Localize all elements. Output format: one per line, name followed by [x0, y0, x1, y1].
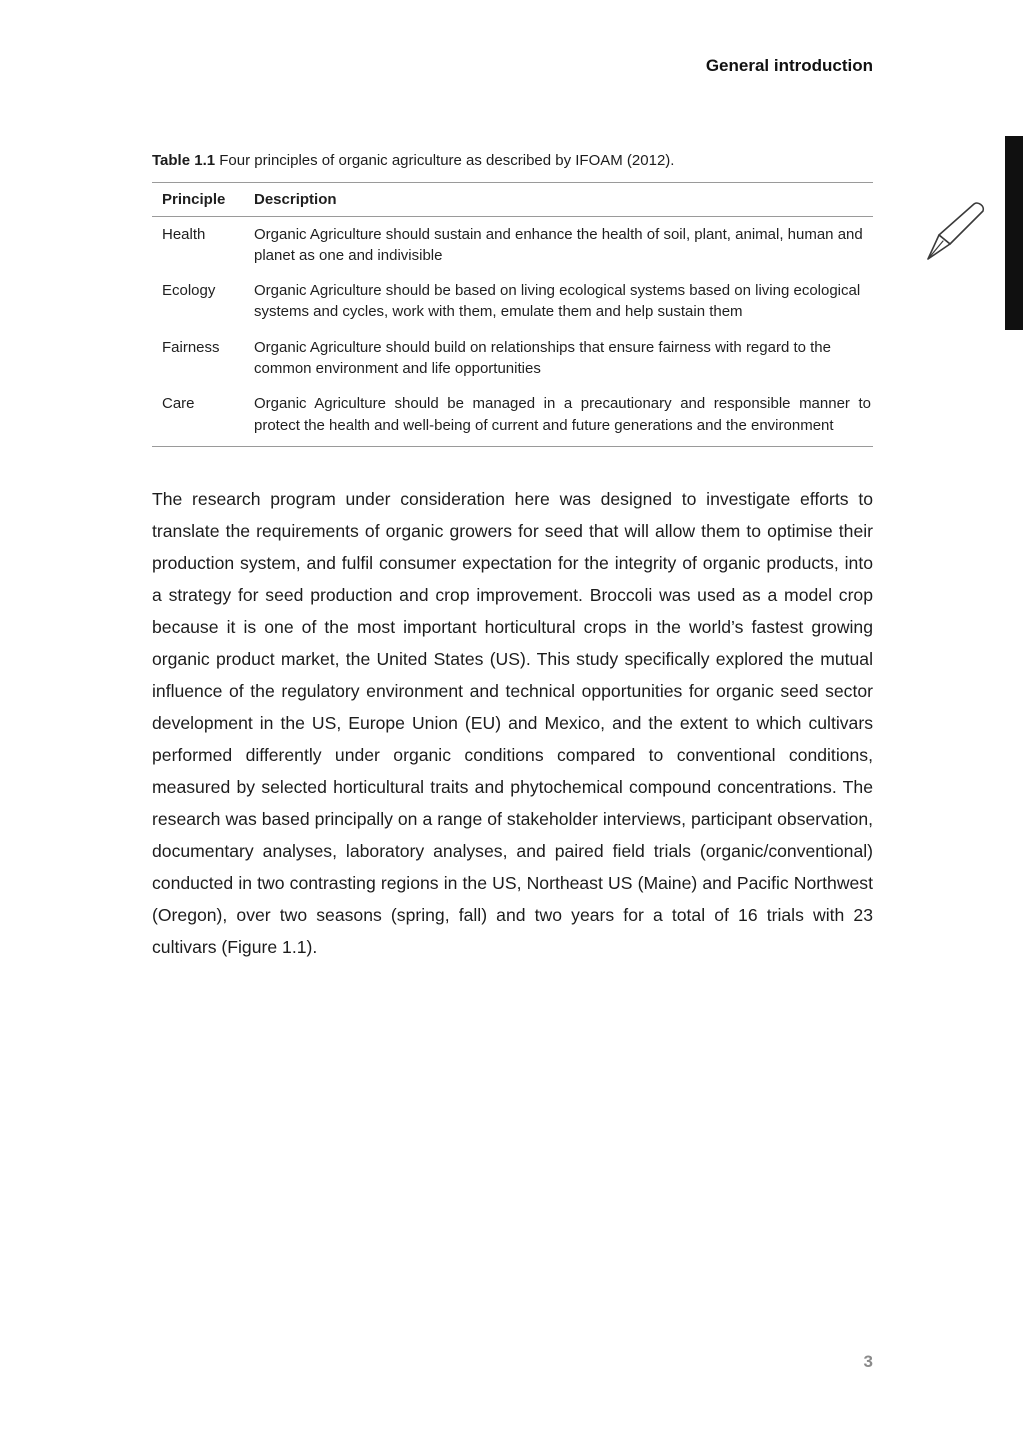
- description-cell: Organic Agriculture should be based on living ecological systems based on living ecological systems and cycles, work with them, emulate them and help sustain them: [254, 282, 861, 321]
- principle-cell: Fairness: [162, 338, 220, 356]
- description-cell: Organic Agriculture should sustain and enhance the health of soil, plant, animal, human and planet as one and indivisible: [254, 225, 863, 264]
- column-header-description: Description: [254, 191, 337, 209]
- principles-table: [152, 182, 873, 447]
- page-number: 3: [863, 1352, 873, 1371]
- table-caption-text: Four principles of organic agriculture as described by IFOAM (2012).: [215, 152, 675, 169]
- column-header-principle: Principle: [162, 191, 226, 209]
- table-caption-label: Table 1.1: [152, 152, 216, 169]
- body-paragraph: The research program under consideration here was designed to investigate efforts to translate the requirements of organic growers for seed that will allow them to optimise their production system, and fulfil consumer expectation for the integrity of organic products, into a strategy for seed production and crop improvement. Broccoli was used as a model crop because it is one of the most important horticultural crops in the world’s fastest growing organic product market, the United States (US). This study specifically explored the mutual influence of the regulatory environment and technical opportunities for organic seed sector development in the US, Europe Union (EU) and Mexico, and the extent to which cultivars performed differently under organic conditions compared to conventional conditions, measured by selected horticultural traits and phytochemical compound concentrations. The research was based principally on a range of stakeholder interviews, participant observation, documentary analyses, laboratory analyses, and paired field trials (organic/conventional) conducted in two contrasting regions in the US, Northeast US (Maine) and Pacific Northwest (Oregon), over two seasons (spring, fall) and two years for a total of 16 trials with 23 cultivars (Figure 1.1).: [152, 488, 873, 957]
- principle-cell: Ecology: [162, 282, 216, 300]
- table-row: [152, 330, 873, 387]
- table-row: [152, 386, 873, 446]
- table-row: [152, 273, 873, 330]
- table-header-row: [152, 183, 873, 216]
- main-content: [152, 151, 873, 981]
- table-caption: [152, 151, 873, 171]
- running-head: General introduction: [705, 56, 873, 75]
- principle-cell: Care: [162, 395, 195, 413]
- description-cell: Organic Agriculture should build on relationships that ensure fairness with regard to the common environment and life opportunities: [254, 338, 831, 378]
- description-cell: Organic Agriculture should be managed in a precautionary and responsible manner to protect the health and well-being of current and future generations and the environment: [254, 395, 871, 434]
- principle-cell: Health: [162, 225, 206, 243]
- table-row: [152, 217, 873, 274]
- pen-icon: [924, 200, 988, 268]
- chapter-edge-tab: [1005, 136, 1023, 330]
